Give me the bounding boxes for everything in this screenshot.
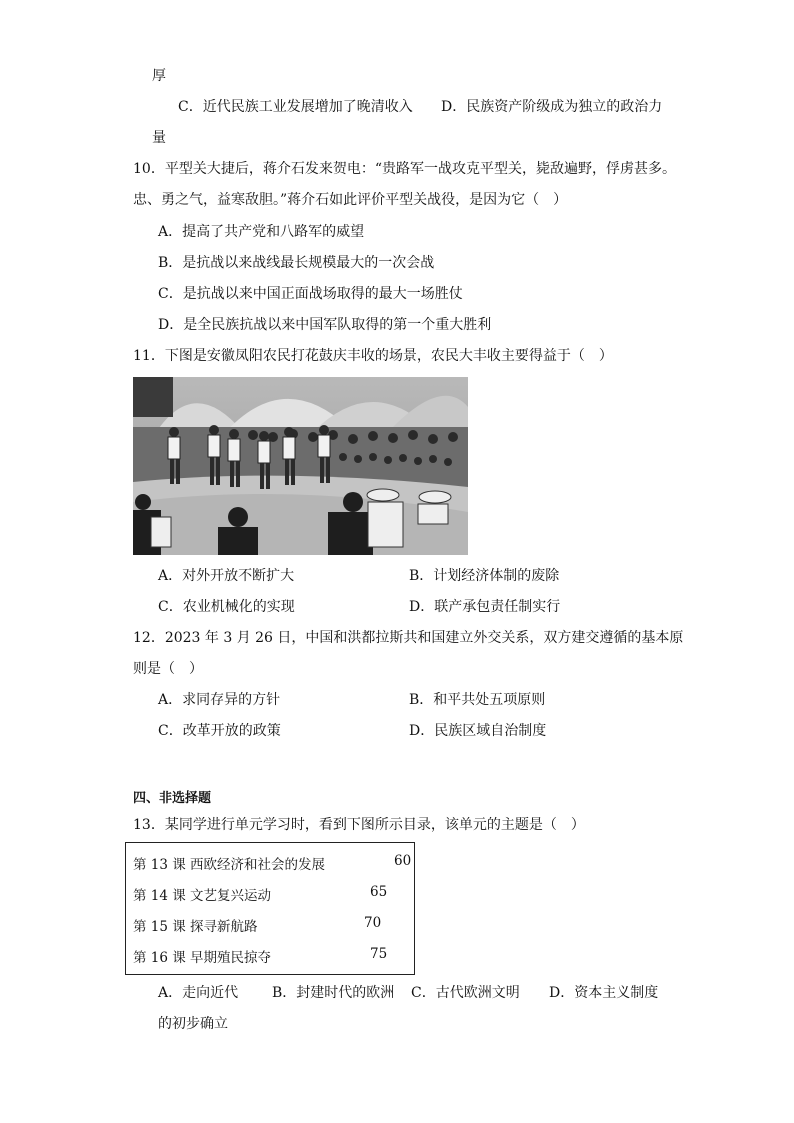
q11-option-a: A．对外开放不断扩大	[158, 568, 295, 584]
q9-option-d: D．民族资产阶级成为独立的政治力	[441, 99, 663, 115]
q11-stem: 11．下图是安徽凤阳农民打花鼓庆丰收的场景，农民大丰收主要得益于（ ）	[133, 348, 613, 364]
q12-stem-line1: 12．2023 年 3 月 26 日，中国和洪都拉斯共和国建立外交关系，双方建交遵循的基本原	[133, 630, 684, 646]
q11-option-b: B．计划经济体制的废除	[409, 568, 560, 584]
q13-option-c: C．古代欧洲文明	[411, 985, 520, 1001]
toc-page-lesson-14: 65	[370, 884, 388, 900]
q12-option-a: A．求同存异的方针	[158, 692, 281, 708]
q10-stem-line1: 10．平型关大捷后，蒋介石发来贺电：“贵路军一战攻克平型关，毙敌遍野，俘虏甚多。	[133, 161, 676, 177]
toc-page-lesson-13: 60	[394, 853, 412, 869]
q11-option-c: C．农业机械化的实现	[158, 599, 295, 615]
toc-page-lesson-15: 70	[364, 915, 382, 931]
q13-option-a: A．走向近代	[158, 985, 239, 1001]
toc-row-lesson-15: 第 15 课 探寻新航路	[133, 919, 258, 935]
q12-option-c: C．改革开放的政策	[158, 723, 281, 739]
section-heading: 四、非选择题	[133, 791, 212, 806]
q10-stem-line2: 忠、勇之气，益寒敌胆。”蒋介石如此评价平型关战役，是因为它（ ）	[133, 192, 568, 208]
q12-option-d: D．民族区域自治制度	[409, 723, 547, 739]
q12-option-b: B．和平共处五项原则	[409, 692, 546, 708]
q11-option-d: D．联产承包责任制实行	[409, 599, 561, 615]
toc-page-lesson-16: 75	[370, 946, 388, 962]
q13-stem: 13．某同学进行单元学习时，看到下图所示目录，该单元的主题是（ ）	[133, 817, 585, 833]
q10-option-a: A．提高了共产党和八路军的威望	[158, 224, 365, 240]
q9-option-c: C．近代民族工业发展增加了晚清收入	[178, 99, 413, 115]
q9-line-end-1: 厚	[152, 68, 166, 84]
q13-option-d: D．资本主义制度	[549, 985, 659, 1001]
table-of-contents	[125, 842, 415, 975]
q12-stem-line2: 则是（ ）	[133, 661, 203, 677]
toc-row-lesson-16: 第 16 课 早期殖民掠夺	[133, 950, 272, 966]
q10-option-d: D．是全民族抗战以来中国军队取得的第一个重大胜利	[158, 317, 492, 333]
toc-row-lesson-13: 第 13 课 西欧经济和社会的发展	[133, 857, 326, 873]
q10-option-b: B．是抗战以来战线最长规模最大的一次会战	[158, 255, 435, 271]
toc-row-lesson-14: 第 14 课 文艺复兴运动	[133, 888, 272, 904]
q10-option-c: C．是抗战以来中国正面战场取得的最大一场胜仗	[158, 286, 463, 302]
q9-line-end-2: 量	[152, 130, 166, 146]
q13-option-d-cont: 的初步确立	[158, 1016, 228, 1032]
q13-option-b: B．封建时代的欧洲	[272, 985, 395, 1001]
harvest-celebration-photo	[133, 377, 468, 555]
